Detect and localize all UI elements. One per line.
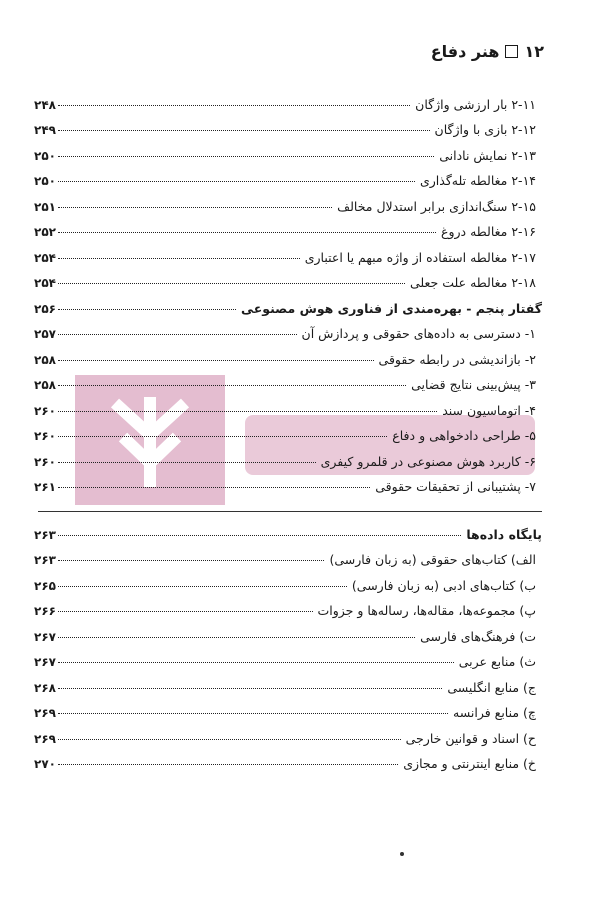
- toc-entry: ۱- دسترسی به داده‌های حقوقی و پردازش آن ۲۵۷: [34, 326, 536, 341]
- toc-database: [34, 516, 542, 771]
- page-number: ۱۲: [524, 42, 544, 61]
- toc-entry: ب) کتاب‌های ادبی (به زبان فارسی) ۲۶۵: [34, 577, 536, 593]
- toc-entry: ت) فرهنگ‌های فارسی ۲۶۷: [34, 628, 536, 644]
- toc-entry: ج) منابع انگلیسی ۲۶۸: [34, 679, 536, 695]
- toc-entry: الف) کتاب‌های حقوقی (به زبان فارسی) ۲۶۳: [34, 552, 536, 567]
- toc-entry: ۵- طراحی دادخواهی و دفاع ۲۶۰: [34, 428, 536, 443]
- toc-entry: ۲-۱۲ بازی با واژگان ۲۴۹: [34, 122, 536, 137]
- page-header: [431, 42, 544, 61]
- toc-entry: ۲-۱۵ سنگ‌اندازی برابر استدلال مخالف ۲۵۱: [34, 198, 536, 214]
- toc-entry: ۲-۱۱ بار ارزشی واژگان ۲۴۸: [34, 96, 536, 112]
- toc-chapter-heading: گفتار پنجم - بهره‌مندی از فناوری هوش مصنوعی ۲۵۶: [34, 300, 542, 316]
- toc-entry: چ) منابع فرانسه ۲۶۹: [34, 705, 536, 720]
- section-divider: [38, 511, 542, 512]
- toc-entry: ۲-۱۷ مغالطه استفاده از واژه مبهم یا اعتباری ۲۵۴: [34, 249, 536, 265]
- toc-entry: ۲- بازاندیشی در رابطه حقوقی ۲۵۸: [34, 351, 536, 367]
- toc-entry: خ) منابع اینترنتی و مجازی ۲۷۰: [34, 756, 536, 771]
- toc-chapter-heading: پایگاه داده‌ها ۲۶۳: [34, 526, 542, 542]
- toc-entry: ۷- پشتیبانی از تحقیقات حقوقی ۲۶۱: [34, 479, 536, 494]
- book-title: هنر دفاع: [430, 42, 500, 61]
- toc-entry: ۲-۱۸ مغالطه علت جعلی ۲۵۴: [34, 275, 536, 290]
- toc-entry: ۳- پیش‌بینی نتایج قضایی ۲۵۸: [34, 377, 536, 392]
- page-mark: [400, 852, 404, 856]
- toc-entry: ۴- اتوماسیون سند ۲۶۰: [34, 402, 536, 418]
- toc-entry: ۲-۱۶ مغالطه دروغ ۲۵۲: [34, 224, 536, 239]
- toc-entry: ح) اسناد و قوانین خارجی ۲۶۹: [34, 730, 536, 746]
- toc-entry: پ) مجموعه‌ها، مقاله‌ها، رساله‌ها و جزوات ۲۶۶: [34, 603, 536, 618]
- toc-sections: [34, 86, 542, 494]
- toc-entry: ۶- کاربرد هوش مصنوعی در قلمرو کیفری ۲۶۰: [34, 453, 536, 469]
- toc-entry: ث) منابع عربی ۲۶۷: [34, 654, 536, 669]
- toc-entry: ۲-۱۴ مغالطه تله‌گذاری ۲۵۰: [34, 173, 536, 188]
- square-bullet-icon: [505, 45, 518, 58]
- toc-entry: ۲-۱۳ نمایش نادانی ۲۵۰: [34, 147, 536, 163]
